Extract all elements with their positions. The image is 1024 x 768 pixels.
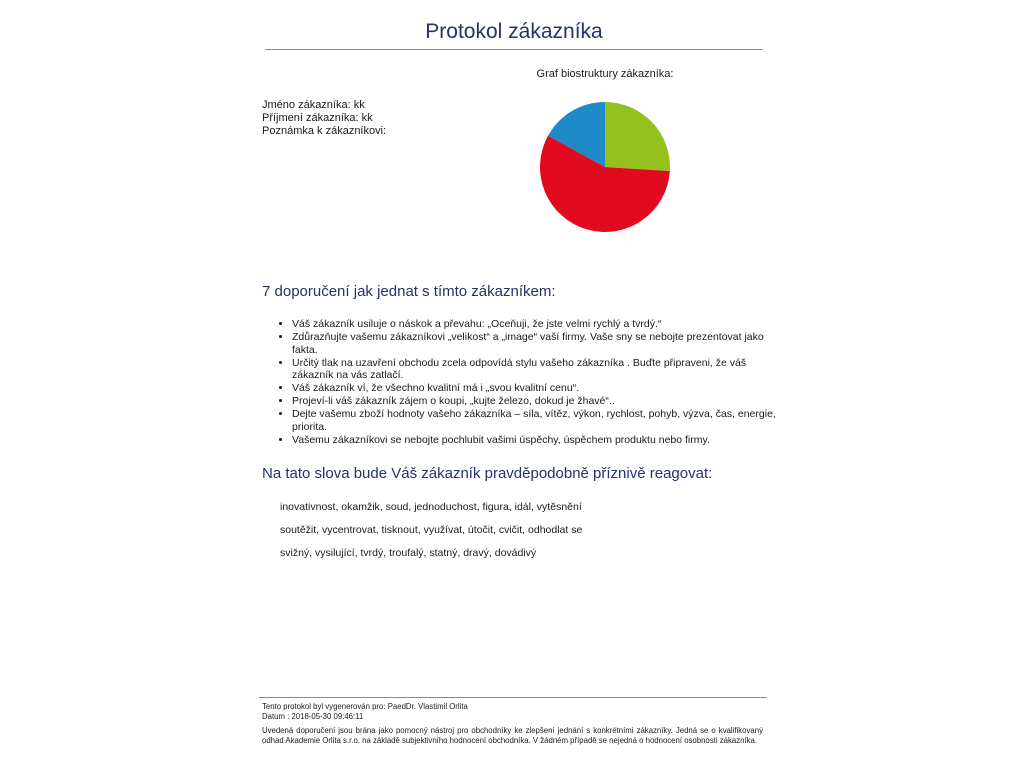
footer-divider — [259, 697, 767, 698]
customer-info — [262, 99, 386, 138]
chart-title: Graf biostruktury zákazníka: — [536, 68, 674, 80]
customer-note: Poznámka k zákazníkovi: — [262, 125, 387, 137]
recommendation-item: • Váš zákazník ví, že všechno kvalitní má i „svou kvalitní cenu“. — [292, 382, 782, 395]
recommendation-item: • Projeví-li váš zákazník zájem o koupi, „kujte železo, dokud je žhavé“.. — [292, 395, 782, 408]
recommendations-list — [274, 318, 782, 447]
words-block — [280, 501, 582, 570]
recommendation-item: • Zdůrazňujte vašemu zákazníkovi „velikost“ a „image“ vaší firmy. Vaše sny se nebojte prezentovat jako fakta. — [292, 331, 782, 356]
words-line: soutěžit, vycentrovat, tisknout, využívat, útočit, cvičit, odhodlat se — [280, 524, 583, 536]
footer-generated-for: Tento protokol byl vygenerován pro: PaedDr. Vlastimil Orlita — [262, 702, 468, 711]
biostructure-pie-chart — [535, 98, 675, 238]
pie-slice — [605, 102, 670, 171]
title-divider — [265, 49, 763, 50]
footer-date: Datum : 2018-05-30 09:46:11 — [262, 711, 364, 721]
recommendation-item: • Určitý tlak na uzavření obchodu zcela odpovídá stylu vašeho zákazníka . Buďte připraveni, že váš zákazník na vás zatlačí. — [292, 357, 782, 382]
words-heading: Na tato slova bude Váš zákazník pravděpodobně příznivě reagovat: — [262, 465, 713, 482]
recommendation-item: • Dejte vašemu zboží hodnoty vašeho zákazníka – síla, vítěz, výkon, rychlost, pohyb, výzva, čas, energie, priorita. — [292, 408, 782, 433]
page-title: Protokol zákazníka — [425, 20, 603, 43]
recommendation-item: • Váš zákazník usiluje o náskok a převahu: „Oceňuji, že jste velmi rychlý a tvrdý.“ — [292, 318, 782, 331]
footer-disclaimer: Uvedená doporučení jsou brána jako pomocný nástroj pro obchodníky ke zlepšení jednání s konkrétními zákazníky. Jedná se o kvalifikovaný odhad Akademie Orlita s.r.o. na základě subjektivního hodnocení obchodníka. V žádném případě se nejedná o hodnocení osobnosti zákazníka. — [262, 726, 763, 745]
recommendations-heading: 7 doporučení jak jednat s tímto zákazníkem: — [262, 283, 556, 300]
customer-surname: Příjmení zákazníka: kk — [262, 112, 373, 124]
footer — [262, 702, 763, 745]
recommendation-item: • Vašemu zákazníkovi se nebojte pochlubit vašimi úspěchy, úspěchem produktu nebo firmy. — [292, 434, 782, 447]
customer-name: Jméno zákazníka: kk — [262, 99, 365, 111]
words-line: inovativnost, okamžik, soud, jednoduchost, figura, idál, vytěsnění — [280, 501, 582, 513]
words-line: svižný, vysilující, tvrdý, troufalý, statný, dravý, dovádivý — [280, 547, 537, 559]
